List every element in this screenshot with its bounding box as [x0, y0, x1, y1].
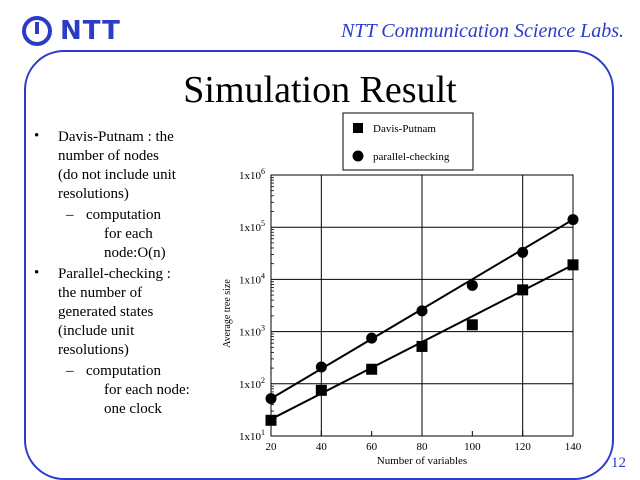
- bullet-dot-icon: •: [34, 128, 40, 144]
- bullet-line: resolutions): [58, 186, 129, 202]
- y-tick-label: $1x10^3$: [239, 323, 265, 339]
- lab-name: NTT Communication Science Labs.: [341, 20, 624, 42]
- sub-line: for each node:: [104, 382, 190, 398]
- slide-title: Simulation Result: [183, 69, 457, 111]
- x-axis-label: Number of variables: [376, 455, 468, 467]
- dash-icon: –: [66, 207, 74, 223]
- square-marker: [568, 259, 579, 270]
- sub-line: one clock: [104, 401, 162, 417]
- legend-square-marker: [353, 123, 363, 133]
- circle-marker: [266, 393, 277, 404]
- circle-marker: [366, 333, 377, 344]
- sub-line: node:O(n): [104, 245, 166, 261]
- square-marker: [366, 364, 377, 375]
- bullet-line: Parallel-checking :: [58, 266, 171, 282]
- sub-line: computation: [86, 207, 161, 223]
- legend-circle-marker: [353, 151, 364, 162]
- bullet-line: number of nodes: [58, 148, 159, 164]
- bullet-line: (include unit: [58, 323, 135, 339]
- bullet-line: generated states: [58, 304, 154, 320]
- square-marker: [467, 319, 478, 330]
- sub-line: computation: [86, 363, 161, 379]
- y-tick-label: $1x10^4$: [239, 271, 265, 287]
- circle-marker: [417, 305, 428, 316]
- y-tick-label: $1x10^6$: [239, 167, 265, 182]
- circle-marker: [517, 247, 528, 258]
- sub-line: for each: [104, 226, 153, 242]
- bullet-line: the number of: [58, 285, 143, 301]
- y-axis-label: Average tree size: [222, 279, 233, 348]
- x-tick-label: 100: [464, 441, 481, 453]
- y-tick-label: $1x10^1$: [239, 428, 265, 443]
- circle-marker: [316, 361, 327, 372]
- square-marker: [417, 341, 428, 352]
- legend-label: parallel-checking: [373, 151, 450, 163]
- bullet-dot-icon: •: [34, 265, 40, 281]
- legend-label: Davis-Putnam: [373, 123, 436, 135]
- x-tick-label: 80: [416, 441, 428, 453]
- page-number: 12: [611, 455, 626, 471]
- logo-text: NTT: [60, 16, 121, 46]
- x-tick-label: 60: [366, 441, 378, 453]
- square-marker: [517, 284, 528, 295]
- bullet-line: Davis-Putnam : the: [58, 129, 174, 145]
- circle-marker: [568, 214, 579, 225]
- bullet-line: resolutions): [58, 342, 129, 358]
- circle-marker: [467, 280, 478, 291]
- x-tick-label: 120: [514, 441, 531, 453]
- square-marker: [266, 415, 277, 426]
- y-tick-label: $1x10^5$: [239, 219, 265, 235]
- y-tick-label: $1x10^2$: [239, 375, 265, 391]
- x-tick-label: 40: [315, 441, 327, 453]
- legend: [343, 113, 473, 170]
- square-marker: [316, 385, 327, 396]
- x-tick-label: 140: [564, 441, 582, 453]
- bullet-line: (do not include unit: [58, 167, 176, 183]
- x-tick-label: 20: [265, 441, 277, 453]
- dash-icon: –: [66, 363, 74, 379]
